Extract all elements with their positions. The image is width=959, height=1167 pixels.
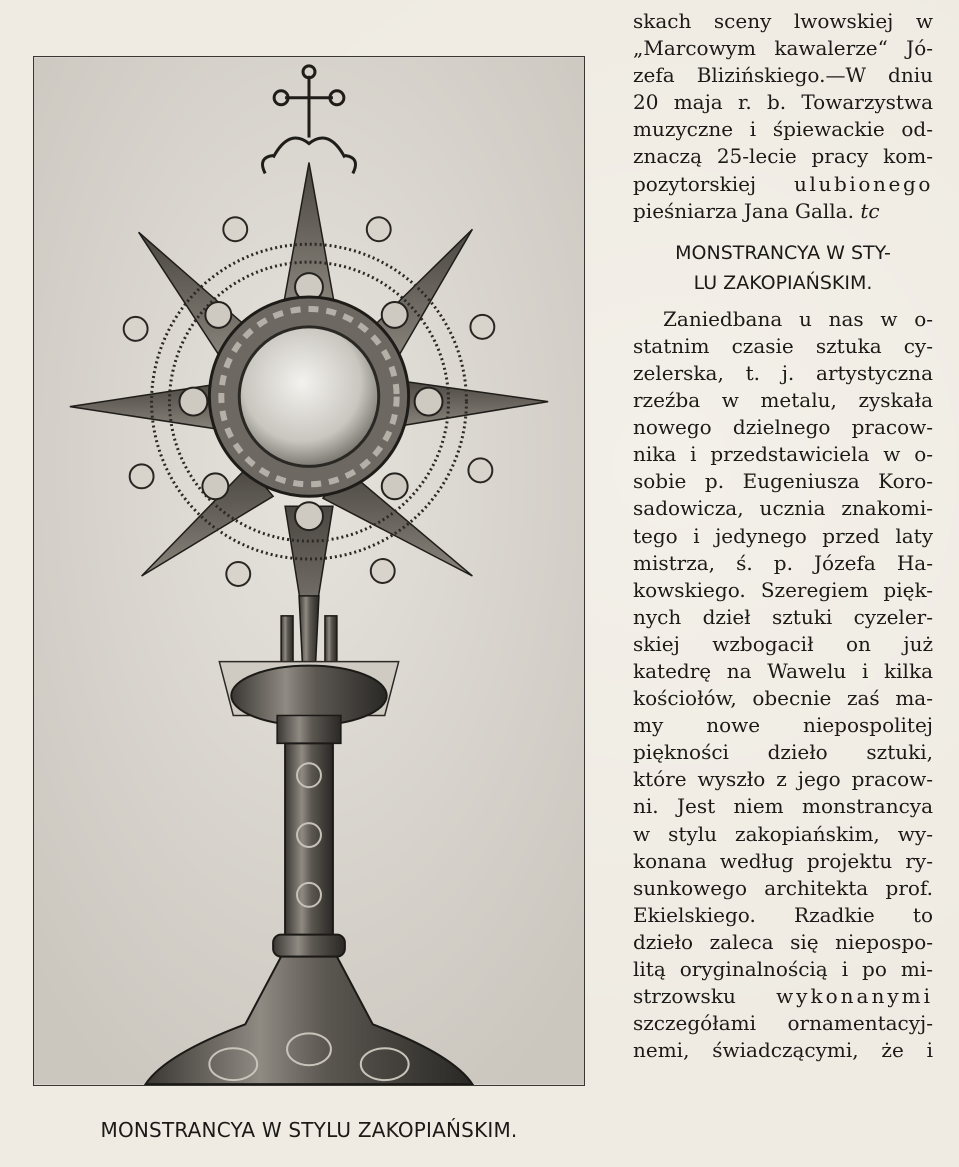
text-line: mistrza, ś. p. Józefa Ha- bbox=[633, 550, 933, 575]
text-line: kościołów, obecnie zaś ma- bbox=[633, 686, 933, 711]
text-line: skiej wzbogacił on już bbox=[633, 631, 933, 656]
text-line: sobie p. Eugeniusza Koro- bbox=[633, 469, 933, 494]
text-line: „Marcowym kawalerze“ Jó- bbox=[633, 36, 933, 61]
text-line: 20 maja r. b. Towarzystwa bbox=[633, 90, 933, 115]
article-column bbox=[633, 8, 933, 1064]
text-line: sunkowego architekta prof. bbox=[633, 875, 933, 900]
text-line: ni. Jest niem monstrancya bbox=[633, 794, 933, 819]
text-line: nika i przedstawiciela w o- bbox=[633, 442, 933, 467]
figure-caption: MONSTRANCYA W STYLU ZAKOPIAŃSKIM. bbox=[100, 1118, 518, 1142]
text-line bbox=[633, 198, 933, 225]
monstrance-photograph bbox=[33, 56, 585, 1086]
text-line: zefa Blizińskiego.—W dniu bbox=[633, 63, 933, 88]
text-line: kowskiego. Szeregiem pięk- bbox=[633, 577, 933, 602]
text-fragment: pozytorskiej bbox=[633, 171, 757, 196]
text-line: sadowicza, ucznia znakomi- bbox=[633, 496, 933, 521]
text-fragment: strzowsku bbox=[633, 984, 736, 1009]
text-line: znaczą 25-lecie pracy kom- bbox=[633, 144, 933, 169]
text-line: Zaniedbana u nas w o- bbox=[663, 306, 933, 331]
text-line: dzieło zaleca się niepospo- bbox=[633, 929, 933, 954]
spaced-text-fragment: wykonanymi bbox=[776, 984, 933, 1009]
text-line: my nowe niepospolitej bbox=[633, 713, 933, 738]
article-heading-line-1: MONSTRANCYA W STY- bbox=[675, 241, 891, 264]
author-initials: tc bbox=[860, 198, 880, 223]
text-line: zelerska, t. j. artystyczna bbox=[633, 360, 933, 385]
spaced-text-fragment: ulubionego bbox=[794, 171, 933, 196]
text-line: które wyszło z jego pracow- bbox=[633, 767, 933, 792]
text-line: statnim czasie sztuka cy- bbox=[633, 333, 933, 358]
monstrance-illustration bbox=[34, 57, 584, 1085]
text-line: piękności dzieło sztuki, bbox=[633, 740, 933, 765]
text-line: w stylu zakopiańskim, wy- bbox=[633, 821, 933, 846]
text-line: nych dzieł sztuki cyzeler- bbox=[633, 604, 933, 629]
text-line: litą oryginalnością i po mi- bbox=[633, 957, 933, 981]
text-line bbox=[633, 171, 933, 198]
text-line: konana według projektu ry- bbox=[633, 848, 933, 873]
text-line: Ekielskiego. Rzadkie to bbox=[633, 902, 933, 927]
text-line: nemi, świadczącymi, że i bbox=[633, 1038, 933, 1063]
text-line: tego i jedynego przed laty bbox=[633, 523, 933, 548]
text-line: muzyczne i śpiewackie od- bbox=[633, 117, 933, 142]
text-fragment: pieśniarza Jana Galla. bbox=[633, 198, 854, 223]
text-line: szczegółami ornamentacyj- bbox=[633, 1011, 933, 1036]
text-line: nowego dzielnego pracow- bbox=[633, 415, 933, 440]
text-line: rzeźba w metalu, zyskała bbox=[633, 388, 933, 413]
article-heading-line-2: LU ZAKOPIAŃSKIM. bbox=[693, 271, 873, 294]
text-line bbox=[633, 983, 933, 1010]
text-line: katedrę na Wawelu i kilka bbox=[633, 658, 933, 683]
text-line: skach sceny lwowskiej w bbox=[633, 9, 933, 33]
